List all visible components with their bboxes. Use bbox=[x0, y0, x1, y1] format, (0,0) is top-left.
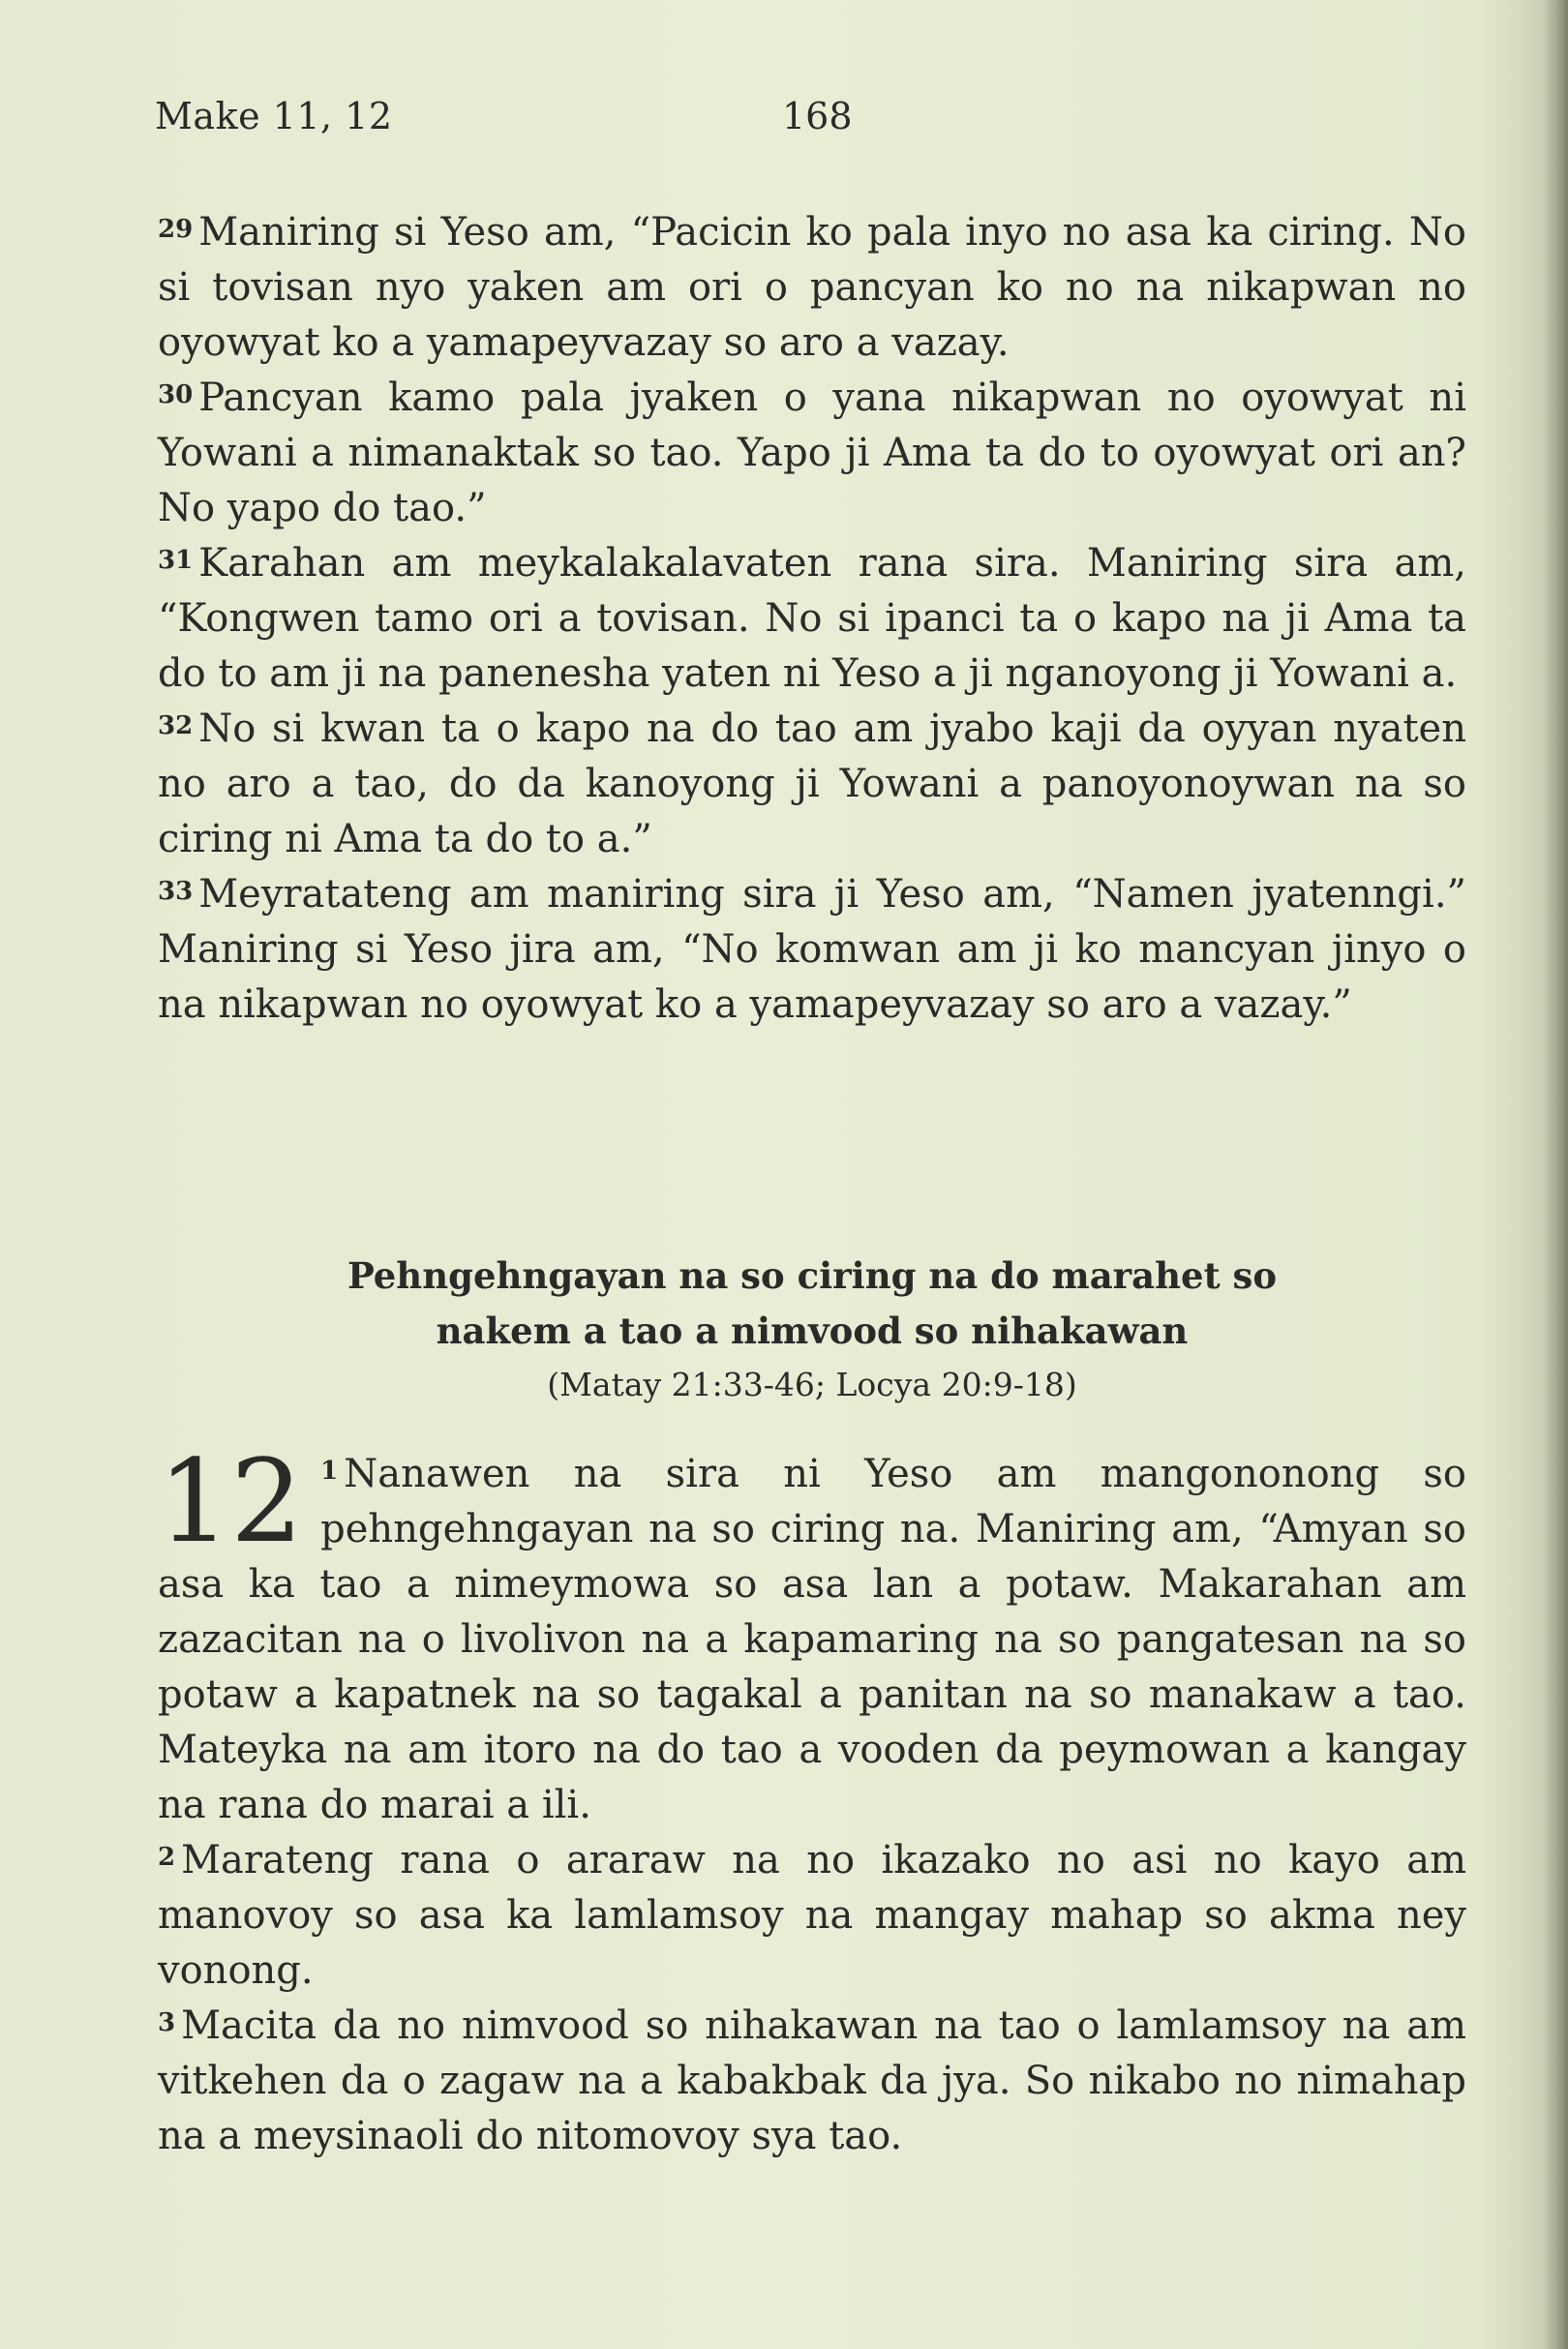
verse-text: Nanawen na sira ni Yeso am mangononong so pehngehngayan na so ciring na. Maniring am, “Amyan so asa ka tao a nimeymowa so asa lan a potaw. Makarahan am zazacitan na o livolivon na a kapamaring na so pangatesan na so potaw a kapatnek na so tagakal a panitan na so manakaw a tao. Mateyka na am itoro na do tao a vooden da peymowan a kangay na rana do marai a ili. bbox=[158, 1452, 1466, 1827]
verse-number: 31 bbox=[158, 546, 194, 576]
parallel-references: (Matay 21:33-46; Locya 20:9-18) bbox=[547, 1366, 1077, 1403]
verse-number: 30 bbox=[158, 380, 194, 410]
verse bbox=[158, 536, 1466, 702]
verse-text: No si kwan ta o kapo na do tao am jyabo kaji da oyyan nyaten no aro a tao, do da kanoyong ji Yowani a panoyonoywan na so ciring ni Ama ta do to a.” bbox=[158, 707, 1466, 861]
spine-shadow bbox=[1543, 0, 1568, 2349]
verse bbox=[158, 205, 1466, 371]
page-number: 168 bbox=[782, 95, 853, 137]
chapter-11-text bbox=[158, 205, 1466, 1033]
verse-text: Marateng rana o araraw na no ikazako no asi no kayo am manovoy so asa ka lamlamsoy na mangay mahap so akma ney vonong. bbox=[158, 1838, 1466, 1993]
chapter-12-text bbox=[158, 1434, 1466, 2164]
verse bbox=[158, 702, 1466, 867]
verse-text: Meyratateng am maniring sira ji Yeso am, “Namen jyatenngi.” Maniring si Yeso jira am, “No komwan am ji ko mancyan jinyo o na nikapwan no oyowyat ko a yamapeyvazay so aro a vazay.” bbox=[158, 872, 1466, 1027]
verse-text: Maniring si Yeso am, “Pacicin ko pala inyo no asa ka ciring. No si tovisan nyo yaken am ori o pancyan ko no na nikapwan no oyowyat ko a yamapeyvazay so aro a vazay. bbox=[158, 210, 1466, 365]
section-heading bbox=[158, 1249, 1466, 1409]
verse-number: 2 bbox=[158, 1843, 176, 1873]
verse-text: Pancyan kamo pala jyaken o yana nikapwan no oyowyat ni Yowani a nimanaktak so tao. Yapo ji Ama ta do to oyowyat ori an? No yapo do tao.” bbox=[158, 376, 1466, 530]
chapter-number: 12 bbox=[158, 1434, 304, 1568]
book-reference: Make 11, 12 bbox=[155, 95, 393, 137]
verse bbox=[158, 371, 1466, 536]
verse bbox=[158, 1833, 1466, 1999]
verse-number: 3 bbox=[158, 2008, 176, 2038]
verse bbox=[158, 1999, 1466, 2164]
verse-text: Karahan am meykalakalavaten rana sira. Maniring sira am, “Kongwen tamo ori a tovisan. No si ipanci ta o kapo na ji Ama ta do to am ji na panenesha yaten ni Yeso a ji nganoyong ji Yowani a. bbox=[158, 541, 1466, 696]
running-head bbox=[155, 95, 1462, 143]
section-title-line-2: nakem a tao a nimvood so nihakawan bbox=[436, 1310, 1189, 1352]
verse-number: 1 bbox=[320, 1457, 339, 1487]
verse bbox=[158, 867, 1466, 1033]
verse-number: 29 bbox=[158, 215, 194, 245]
verse bbox=[158, 1434, 1466, 1833]
verse-number: 32 bbox=[158, 711, 194, 741]
verse-text: Macita da no nimvood so nihakawan na tao o lamlamsoy na am vitkehen da o zagaw na a kabakbak da jya. So nikabo no nimahap na a meysinaoli do nitomovoy sya tao. bbox=[158, 2003, 1466, 2158]
section-title-line-1: Pehngehngayan na so ciring na do marahet so bbox=[347, 1254, 1278, 1297]
verse-number: 33 bbox=[158, 877, 194, 907]
